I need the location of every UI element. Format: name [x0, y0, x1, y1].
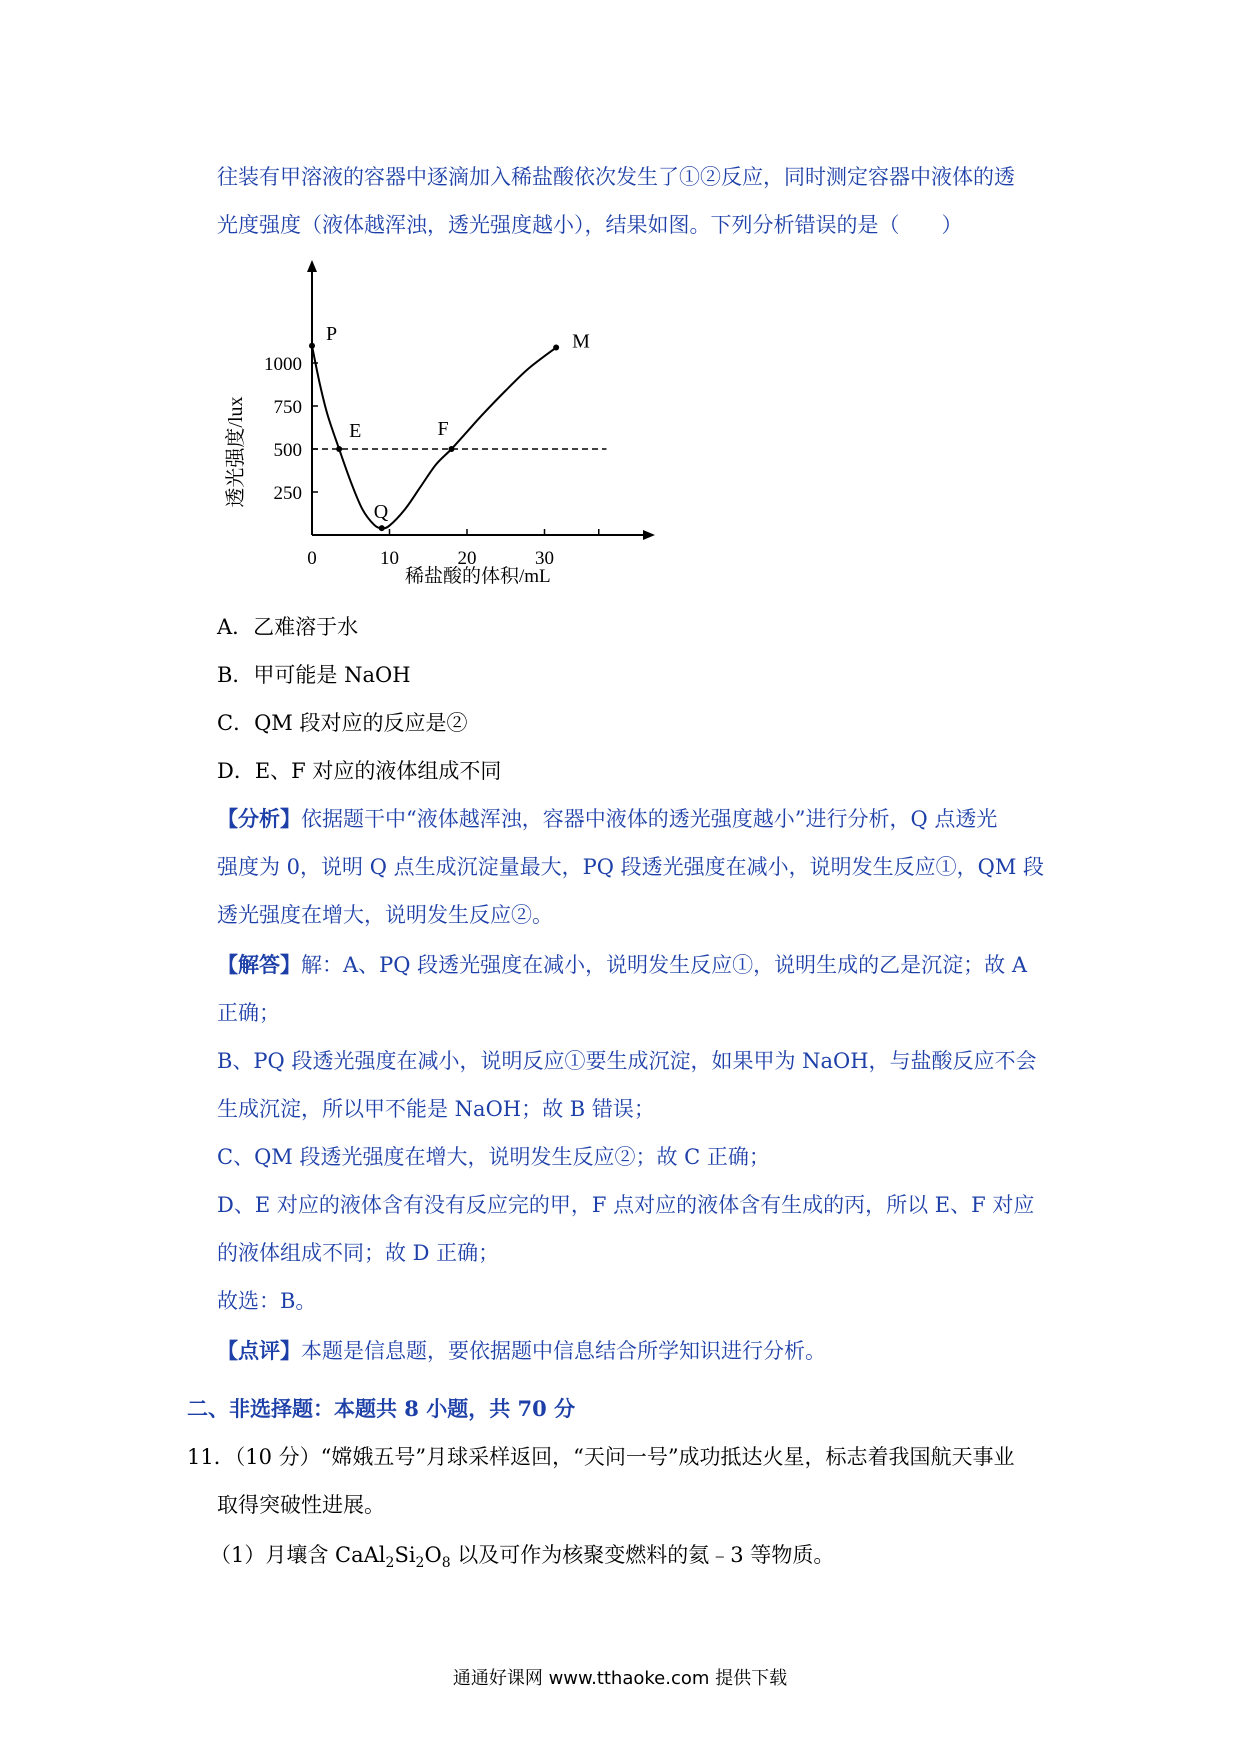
footer: 通通好课网 www.tthaoke.com 提供下载 — [452, 1668, 788, 1689]
analysis-line-2: 强度为 0，说明 Q 点生成沉淀量最大，PQ 段透光强度在减小，说明发生反应①，QM 段 — [217, 855, 1045, 879]
answer-line-1 — [217, 950, 1027, 980]
x-axis-label: 稀盐酸的体积/mL — [405, 566, 551, 587]
answer-line-6: D、E 对应的液体含有没有反应完的甲，F 点对应的液体含有生成的丙，所以 E、F 对应 — [217, 1193, 1035, 1217]
q11-sub1-pre: （1）月壤含 CaAl — [210, 1543, 386, 1567]
chart-axes — [307, 260, 655, 540]
comment-tag: 【点评】 — [217, 1338, 301, 1363]
y-tick-label: 1000 — [264, 354, 302, 375]
y-tick-label: 250 — [273, 483, 302, 504]
answer-line-8: 故选：B。 — [217, 1289, 317, 1313]
point-e — [336, 446, 342, 452]
x-tick-label: 0 — [307, 548, 317, 569]
point-label-m: M — [572, 330, 590, 353]
q11-sub-1 — [210, 1540, 834, 1578]
point-f — [449, 446, 455, 452]
answer-tag: 【解答】 — [217, 952, 301, 977]
q11-sub1-post: 以及可作为核聚变燃料的氦﹣3 等物质。 — [450, 1543, 835, 1567]
x-tick-label: 20 — [457, 548, 477, 569]
answer-line-7: 的液体组成不同；故 D 正确； — [217, 1241, 500, 1265]
point-p — [309, 343, 315, 349]
q11-sub1-s2: 2 — [415, 1555, 425, 1572]
analysis-text-1: 依据题干中“液体越浑浊，容器中液体的透光强度越小”进行分析，Q 点透光 — [301, 807, 998, 831]
q11-sub1-mid2: O — [424, 1543, 442, 1567]
answer-line-4: 生成沉淀，所以甲不能是 NaOH；故 B 错误； — [217, 1097, 655, 1121]
q11-sub1-mid: Si — [394, 1543, 416, 1567]
analysis-tag: 【分析】 — [217, 806, 301, 831]
y-axis-label: 透光强度/lux — [225, 396, 247, 508]
comment-line — [217, 1336, 826, 1366]
point-m — [553, 345, 559, 351]
y-tick-label: 750 — [273, 397, 302, 418]
question-stem-line-1: 往装有甲溶液的容器中逐滴加入稀盐酸依次发生了①②反应，同时测定容器中液体的透 — [217, 165, 1015, 189]
analysis-line-3: 透光强度在增大，说明发生反应②。 — [217, 903, 553, 927]
x-tick-label: 10 — [380, 548, 399, 569]
comment-text: 本题是信息题，要依据题中信息结合所学知识进行分析。 — [301, 1339, 826, 1363]
transmittance-chart — [210, 252, 680, 602]
question-stem-line-2: 光度强度（液体越浑浊，透光强度越小），结果如图。下列分析错误的是（ ） — [217, 213, 963, 237]
option-b: B．甲可能是 NaOH — [217, 663, 411, 687]
answer-text-1: 解：A、PQ 段透光强度在减小，说明发生反应①，说明生成的乙是沉淀；故 A — [301, 953, 1028, 977]
point-label-e: E — [349, 420, 362, 442]
chart-ticks — [264, 354, 599, 569]
q11-line-1: 11．（10 分）“嫦娥五号”月球采样返回，“天问一号”成功抵达火星，标志着我国航天事业 — [187, 1445, 1015, 1469]
option-d: D．E、F 对应的液体组成不同 — [217, 759, 502, 783]
q11-sub1-s1: 2 — [385, 1555, 395, 1572]
point-label-f: F — [437, 418, 449, 440]
answer-line-2: 正确； — [217, 1001, 280, 1025]
answer-line-3: B、PQ 段透光强度在减小，说明反应①要生成沉淀，如果甲为 NaOH，与盐酸反应不会 — [217, 1049, 1037, 1073]
option-a: A．乙难溶于水 — [217, 615, 359, 639]
analysis-line-1 — [217, 804, 997, 834]
answer-line-5: C、QM 段透光强度在增大，说明发生反应②；故 C 正确； — [217, 1145, 770, 1169]
x-axis-arrow — [643, 530, 655, 540]
point-label-p: P — [326, 322, 338, 345]
point-label-q: Q — [373, 501, 389, 524]
x-tick-label: 30 — [535, 548, 554, 569]
point-q — [379, 525, 385, 531]
q11-sub1-s3: 8 — [441, 1555, 451, 1572]
y-tick-label: 500 — [273, 440, 302, 461]
y-axis-arrow — [307, 260, 317, 272]
section-heading: 二、非选择题：本题共 8 小题，共 70 分 — [187, 1396, 576, 1421]
option-c: C．QM 段对应的反应是② — [217, 711, 468, 735]
q11-line-2: 取得突破性进展。 — [217, 1493, 385, 1517]
